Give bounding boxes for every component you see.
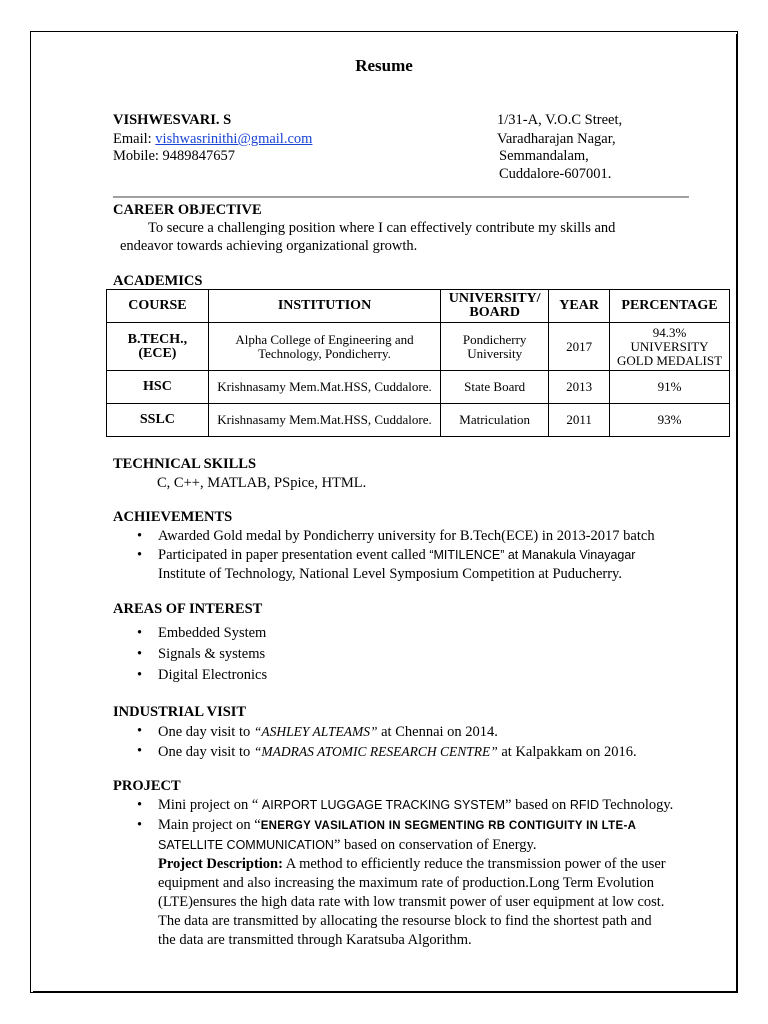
interests-list: [113, 623, 513, 686]
percentage-cell: 91%: [610, 371, 730, 404]
course-cell: HSC: [107, 371, 209, 404]
table-header-row: [107, 290, 730, 323]
visits-list: [113, 722, 713, 762]
list-item: • Signals & systems: [113, 644, 513, 665]
table-row: [107, 404, 730, 437]
bullet-icon: •: [137, 743, 143, 759]
column-header: INSTITUTION: [208, 290, 440, 323]
column-header: YEAR: [549, 290, 610, 323]
list-item: • Digital Electronics: [113, 665, 513, 686]
technical-skills-text: C, C++, MATLAB, PSpice, HTML.: [157, 475, 367, 491]
year-cell: 2017: [549, 323, 610, 371]
list-item: • Awarded Gold medal by Pondicherry university for B.Tech(ECE) in 2013-2017 batch: [137, 528, 655, 544]
address-line-1: 1/31-A, V.O.C Street,: [497, 112, 623, 128]
mobile-line: Mobile: 9489847657: [113, 148, 236, 164]
page-title: Resume: [355, 56, 413, 75]
career-objective-heading: CAREER OBJECTIVE: [113, 202, 262, 218]
institution-cell: Krishnasamy Mem.Mat.HSS, Cuddalore.: [208, 404, 440, 437]
email-line: [113, 131, 312, 148]
board-cell: Pondicherry University: [441, 323, 549, 371]
bullet-icon: •: [137, 547, 143, 563]
address-line-4: Cuddalore-607001.: [499, 166, 612, 182]
bullet-icon: •: [137, 667, 143, 683]
table-row: [107, 371, 730, 404]
bullet-icon: •: [137, 528, 143, 544]
list-item: • One day visit to “MADRAS ATOMIC RESEARCH CENTRE” at Kalpakkam on 2016.: [137, 743, 637, 760]
divider: [113, 196, 689, 198]
list-item: • Main project on “ENERGY VASILATION IN SEGMENTING RB CONTIGUITY IN LTE-A SATELLITE COMMUNICATION” based on conservation of Energy. Project Description: A method to efficiently reduce the transmission power of the user equipment and also increasing the maximum rate of production.Long Term Evolution (LTE)ensures the high data rate with low transmit power of user equipment at low cost. The data are transmitted by allocating the resourse block to find the shortest path and the data are transmitted through Karatsuba Algorithm.: [137, 817, 666, 948]
column-header: UNIVERSITY/ BOARD: [441, 290, 549, 323]
column-header: PERCENTAGE: [610, 290, 730, 323]
areas-of-interest-heading: AREAS OF INTEREST: [113, 601, 263, 617]
email-link[interactable]: vishwasrinithi@gmail.com: [155, 131, 313, 147]
course-cell: B.TECH., (ECE): [107, 323, 209, 371]
career-objective-line-1: To secure a challenging position where I can effectively contribute my skills and: [148, 220, 616, 236]
career-objective-line-2: endeavor towards achieving organizational growth.: [120, 238, 418, 254]
percentage-cell: 94.3% UNIVERSITY GOLD MEDALIST: [610, 323, 730, 371]
address-line-3: Semmandalam,: [499, 148, 589, 164]
list-item: • Embedded System: [113, 623, 513, 644]
address-line-2: Varadharajan Nagar,: [497, 131, 616, 147]
board-cell: State Board: [441, 371, 549, 404]
bullet-icon: •: [137, 723, 143, 739]
year-cell: 2013: [549, 371, 610, 404]
academics-heading: ACADEMICS: [113, 273, 203, 289]
course-cell: SSLC: [107, 404, 209, 437]
table-row: [107, 323, 730, 371]
list-item: • Participated in paper presentation event called “MITILENCE” at Manakula Vinayagar Institute of Technology, National Level Symposium Competition at Puducherry.: [137, 547, 636, 582]
project-description-label: Project Description:: [158, 856, 283, 872]
email-label: Email:: [113, 131, 156, 147]
academics-table: [106, 289, 730, 437]
board-cell: Matriculation: [441, 404, 549, 437]
column-header: COURSE: [107, 290, 209, 323]
year-cell: 2011: [549, 404, 610, 437]
industrial-visit-heading: INDUSTRIAL VISIT: [113, 704, 247, 720]
bullet-icon: •: [137, 817, 143, 833]
bullet-icon: •: [137, 646, 143, 662]
achievements-heading: ACHIEVEMENTS: [113, 509, 233, 525]
bullet-icon: •: [137, 625, 143, 641]
list-item: • Mini project on “ AIRPORT LUGGAGE TRACKING SYSTEM” based on RFID Technology.: [137, 797, 674, 813]
technical-skills-heading: TECHNICAL SKILLS: [113, 456, 257, 472]
project-heading: PROJECT: [113, 778, 181, 794]
achievements-list: [113, 527, 713, 584]
bullet-icon: •: [137, 797, 143, 813]
candidate-name: VISHWESVARI. S: [113, 112, 232, 128]
project-list: [113, 796, 693, 950]
percentage-cell: 93%: [610, 404, 730, 437]
list-item: • One day visit to “ASHLEY ALTEAMS” at Chennai on 2014.: [137, 723, 498, 740]
institution-cell: Krishnasamy Mem.Mat.HSS, Cuddalore.: [208, 371, 440, 404]
institution-cell: Alpha College of Engineering and Technology, Pondicherry.: [208, 323, 440, 371]
